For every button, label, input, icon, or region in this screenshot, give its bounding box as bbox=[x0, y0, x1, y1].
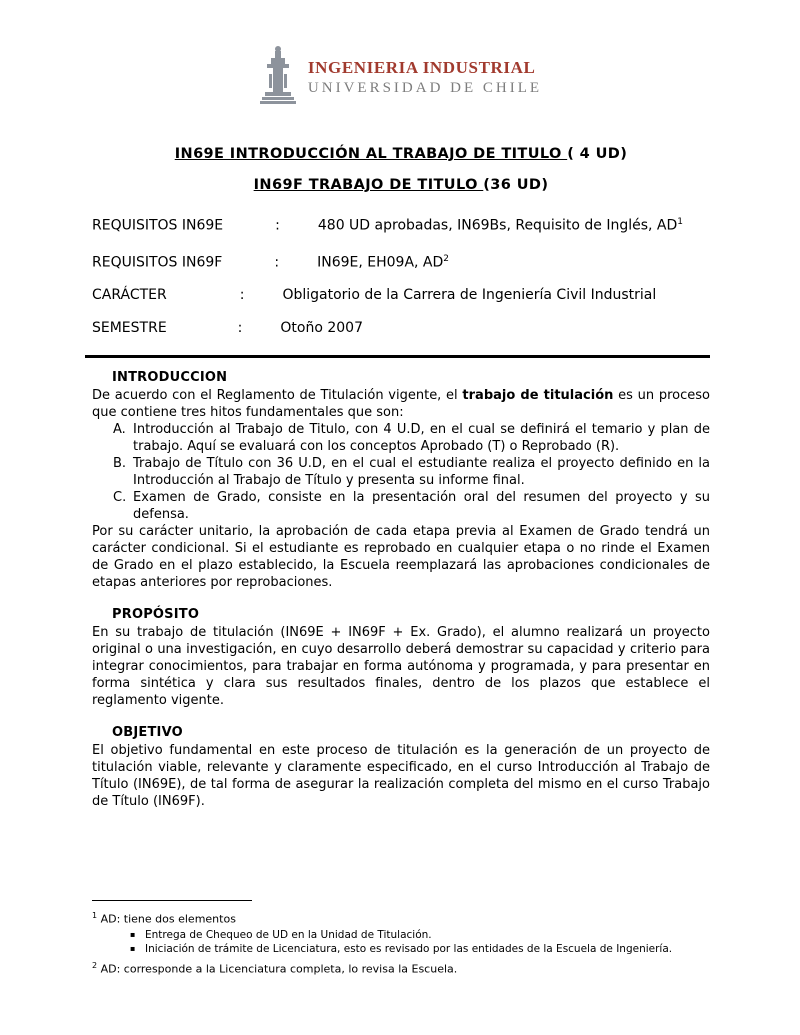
requisite-colon: : bbox=[274, 254, 280, 271]
footnote-bullet-text: Iniciación de trámite de Licenciatura, esto es revisado por las entidades de la Escuela de Ingeniería. bbox=[145, 942, 673, 955]
footnote-bullet-1 bbox=[130, 928, 710, 942]
list-item-marker: A. bbox=[113, 422, 126, 438]
intro-p1-before: De acuerdo con el Reglamento de Titulación vigente, el bbox=[92, 388, 463, 404]
requisite-colon: : bbox=[239, 287, 245, 304]
objetivo-paragraph: El objetivo fundamental en este proceso de titulación es la generación de un proyecto de titulación viable, relevante y claramente especificado, en el curso Introducción al Trabajo de Título (IN69E), de tal forma de asegurar la realización completa del mismo en el curso Trabajo de Título (IN69F). bbox=[92, 743, 710, 810]
requisite-value: 480 UD aprobadas, IN69Bs, Requisito de Inglés, AD bbox=[317, 217, 678, 234]
section-heading-objetivo: OBJETIVO bbox=[112, 725, 183, 741]
requisite-value: IN69E, EH09A, AD bbox=[317, 254, 444, 271]
footnote-1 bbox=[92, 908, 710, 927]
requisite-colon: : bbox=[237, 320, 243, 337]
introduccion-paragraph-1 bbox=[92, 387, 710, 421]
section-divider bbox=[85, 355, 710, 358]
list-item-c bbox=[113, 489, 710, 523]
footnote-2-text: AD: corresponde a la Licenciatura completa, lo revisa la Escuela. bbox=[97, 962, 458, 976]
requisite-label: REQUISITOS IN69F bbox=[92, 254, 223, 271]
footnote-ref-1: 1 bbox=[677, 217, 684, 227]
footnotes-area bbox=[92, 900, 710, 976]
requisite-row-in69e bbox=[92, 212, 710, 237]
requisite-colon: : bbox=[275, 217, 280, 234]
proposito-paragraph: En su trabajo de titulación (IN69E + IN69F + Ex. Grado), el alumno realizará un proyecto original o una investigación, en cuyo desarrollo deberá demostrar su capacidad y criterio para integrar conocimientos, para trabajar en forma autónoma y programada, y para presentar en forma sintética y clara sus resultados finales, dentro de los plazos que establece el reglamento vigente. bbox=[92, 625, 710, 709]
list-item-text: Examen de Grado, consiste en la presentación oral del resumen del proyecto y su defensa. bbox=[133, 490, 710, 523]
course-title-in69f bbox=[92, 177, 710, 193]
course-title-in69e-underlined: IN69E INTRODUCCIÓN AL TRABAJO DE TITULO bbox=[174, 146, 568, 162]
section-heading-introduccion: INTRODUCCION bbox=[112, 370, 228, 386]
list-item-a bbox=[113, 421, 710, 455]
list-item-text: Introducción al Trabajo de Titulo, con 4 U.D, en el cual se definirá el temario y plan de trabajo. Aquí se evaluará con los conceptos Aprobado (T) o Reprobado (R). bbox=[133, 422, 710, 455]
course-title-in69f-underlined: IN69F TRABAJO DE TITULO bbox=[253, 177, 484, 193]
requisite-value: Otoño 2007 bbox=[280, 320, 363, 337]
footnote-bullet-2 bbox=[130, 942, 710, 956]
university-logo bbox=[0, 44, 800, 110]
footnote-ref-2: 2 bbox=[443, 253, 450, 264]
footnote-2 bbox=[92, 958, 710, 977]
course-title-in69e-units: ( 4 UD) bbox=[567, 146, 628, 162]
university-name: UNIVERSIDAD DE CHILE bbox=[307, 79, 543, 96]
footnote-1-text: AD: tiene dos elementos bbox=[97, 912, 236, 926]
introduccion-list bbox=[113, 421, 710, 523]
footnote-1-bullets bbox=[130, 928, 710, 956]
list-item-text: Trabajo de Título con 36 U.D, en el cual el estudiante realiza el proyecto definido en la Introducción al Trabajo de Título y presenta su informe final. bbox=[133, 456, 710, 489]
requisite-value: Obligatorio de la Carrera de Ingeniería Civil Industrial bbox=[282, 287, 657, 304]
footnote-2-number: 2 bbox=[92, 960, 98, 970]
requisite-label: SEMESTRE bbox=[92, 320, 167, 337]
institution-name: INGENIERIA INDUSTRIAL bbox=[307, 57, 536, 77]
requisite-label: CARÁCTER bbox=[92, 287, 167, 304]
footnote-separator bbox=[92, 900, 252, 901]
requisite-label: REQUISITOS IN69E bbox=[92, 217, 224, 234]
university-tower-icon bbox=[258, 44, 298, 110]
introduccion-paragraph-2: Por su carácter unitario, la aprobación de cada etapa previa al Examen de Grado tendrá un carácter condicional. Si el estudiante es reprobado en cualquier etapa o no rinde el Examen de Grado en el plazo establecido, la Escuela reemplazará las aprobaciones condicionales de etapas anteriores por reprobaciones. bbox=[92, 524, 710, 591]
course-title-in69f-units: (36 UD) bbox=[483, 177, 549, 193]
footnote-bullet-text: Entrega de Chequeo de UD en la Unidad de Titulación. bbox=[145, 928, 432, 941]
requisite-row-in69f bbox=[92, 249, 710, 274]
requisite-row-caracter bbox=[92, 285, 710, 306]
logo-text-block bbox=[308, 58, 542, 97]
requisite-row-semestre bbox=[92, 318, 710, 339]
list-item-marker: C. bbox=[113, 490, 127, 506]
list-item-marker: B. bbox=[113, 456, 127, 472]
square-bullet-icon: ▪ bbox=[130, 929, 136, 939]
course-title-in69e bbox=[92, 146, 710, 162]
intro-p1-after: es un proceso que contiene tres hitos fundamentales que son: bbox=[92, 388, 710, 421]
course-titles bbox=[92, 146, 710, 193]
square-bullet-icon: ▪ bbox=[130, 943, 136, 953]
footnote-1-number: 1 bbox=[92, 911, 98, 920]
list-item-b bbox=[113, 455, 710, 489]
section-heading-proposito: PROPÓSITO bbox=[112, 607, 200, 623]
intro-p1-bold: trabajo de titulación bbox=[462, 388, 614, 404]
requisites-section bbox=[92, 212, 710, 339]
